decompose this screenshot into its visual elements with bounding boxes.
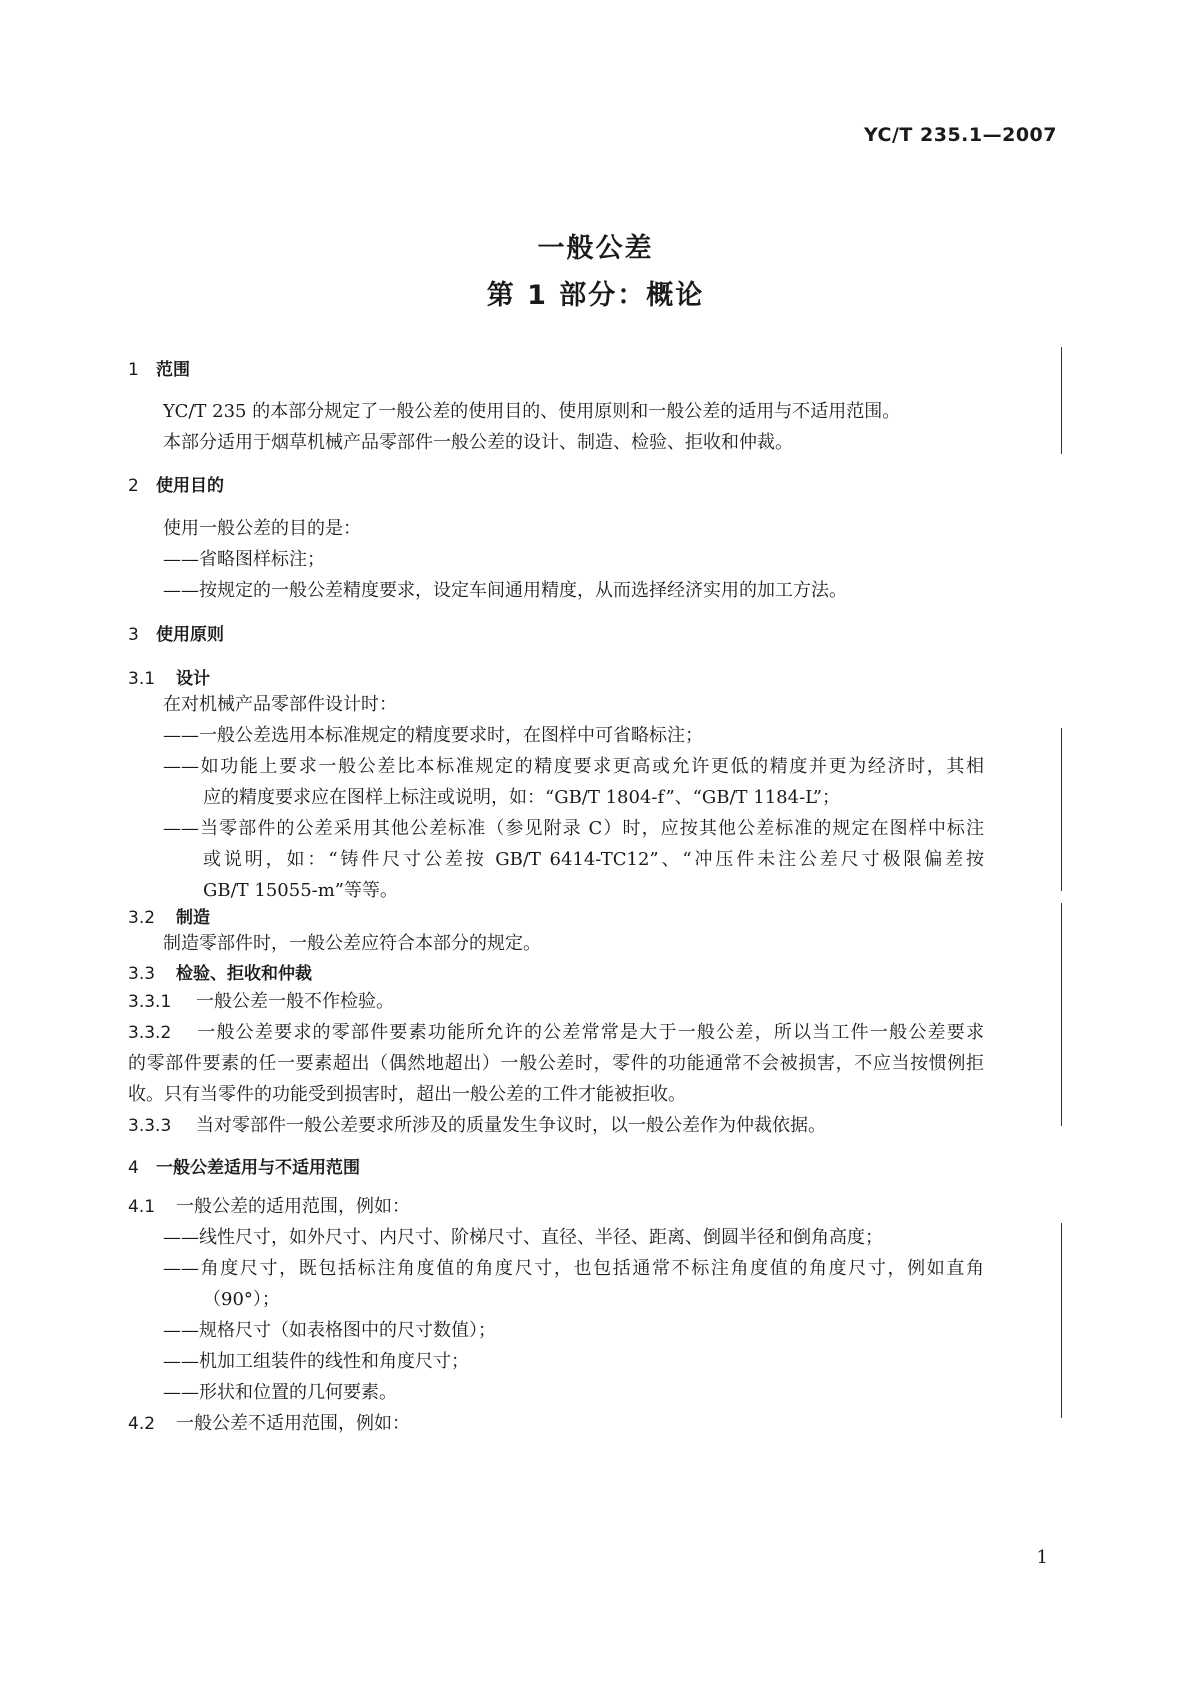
clause-text: 一般公差要求的零部件要素功能所允许的公差常常是大于一般公差，所以当工件一般公差要求	[196, 1022, 984, 1043]
clause-number: 3.3.3	[128, 1116, 172, 1136]
section-title: 一般公差适用与不适用范围	[156, 1158, 360, 1178]
section-4-heading	[128, 1153, 360, 1178]
list-item: ——一般公差选用本标准规定的精度要求时，在图样中可省略标注；	[163, 725, 703, 746]
list-item: ——当零部件的公差采用其他公差标准（参见附录 C）时，应按其他公差标准的规定在图样中标注	[163, 818, 984, 839]
clause-4-2	[128, 1409, 410, 1435]
subsection-3-2-heading	[128, 903, 210, 928]
section-number: 3.2	[128, 908, 156, 928]
section-title: 制造	[176, 908, 210, 928]
section-1-heading	[128, 355, 190, 380]
clause-text: 一般公差不适用范围，例如：	[176, 1413, 410, 1434]
list-item: ——形状和位置的几何要素。	[163, 1382, 397, 1403]
paragraph: 制造零部件时，一般公差应符合本部分的规定。	[163, 933, 541, 954]
section-title: 检验、拒收和仲裁	[176, 964, 312, 984]
clause-3-3-3	[128, 1111, 826, 1137]
revision-bar	[1061, 728, 1062, 891]
section-title: 使用原则	[156, 625, 224, 645]
clause-number: 3.3.2	[128, 1023, 172, 1043]
paragraph: 使用一般公差的目的是：	[163, 518, 361, 539]
list-item: ——机加工组装件的线性和角度尺寸；	[163, 1351, 469, 1372]
list-item: ——规格尺寸（如表格图中的尺寸数值）；	[163, 1320, 496, 1341]
document-title: 一般公差	[537, 233, 654, 264]
document-subtitle: 第 1 部分：概论	[486, 280, 705, 311]
clause-text: 一般公差一般不作检验。	[196, 991, 394, 1012]
clause-3-3-1	[128, 987, 394, 1013]
paragraph: YC/T 235 的本部分规定了一般公差的使用目的、使用原则和一般公差的适用与不适用范围。	[163, 401, 901, 422]
section-title: 使用目的	[156, 476, 224, 496]
clause-continuation: 的零部件要素的任一要素超出（偶然地超出）一般公差时，零件的功能通常不会被损害，不应当按惯例拒	[128, 1053, 984, 1074]
clause-number: 4.2	[128, 1414, 156, 1434]
section-number: 3.3	[128, 964, 156, 984]
list-item: ——角度尺寸，既包括标注角度值的角度尺寸，也包括通常不标注角度值的角度尺寸，例如直角	[163, 1258, 984, 1279]
clause-3-3-2	[128, 1018, 984, 1044]
clause-text: 当对零部件一般公差要求所涉及的质量发生争议时，以一般公差作为仲裁依据。	[196, 1115, 826, 1136]
section-3-heading	[128, 620, 224, 645]
list-item: ——如功能上要求一般公差比本标准规定的精度要求更高或允许更低的精度并更为经济时，其相	[163, 756, 984, 777]
list-item-continuation: （90°）；	[203, 1289, 280, 1310]
list-item-continuation: 应的精度要求应在图样上标注或说明，如：“GB/T 1804-f”、“GB/T 1184-L”；	[203, 787, 841, 808]
section-number: 3.1	[128, 669, 156, 689]
list-item: ——省略图样标注；	[163, 549, 325, 570]
clause-continuation: 收。只有当零件的功能受到损害时，超出一般公差的工件才能被拒收。	[128, 1084, 686, 1105]
section-title: 范围	[156, 360, 190, 380]
list-item-continuation: 或说明，如：“铸件尺寸公差按 GB/T 6414-TC12”、“冲压件未注公差尺寸极限偏差按	[203, 849, 984, 870]
subsection-3-1-heading	[128, 664, 210, 689]
list-item: ——按规定的一般公差精度要求，设定车间通用精度，从而选择经济实用的加工方法。	[163, 580, 847, 601]
list-item-continuation: GB/T 15055-m”等等。	[203, 880, 399, 901]
section-2-heading	[128, 471, 224, 496]
clause-4-1	[128, 1192, 410, 1218]
paragraph: 本部分适用于烟草机械产品零部件一般公差的设计、制造、检验、拒收和仲裁。	[163, 432, 793, 453]
page-number: 1	[1036, 1547, 1048, 1568]
section-number: 3	[128, 625, 139, 645]
section-title: 设计	[176, 669, 210, 689]
list-item: ——线性尺寸，如外尺寸、内尺寸、阶梯尺寸、直径、半径、距离、倒圆半径和倒角高度；	[163, 1227, 883, 1248]
clause-text: 一般公差的适用范围，例如：	[176, 1196, 410, 1217]
revision-bar	[1061, 347, 1062, 454]
revision-bar	[1061, 1223, 1062, 1418]
paragraph: 在对机械产品零部件设计时：	[163, 694, 397, 715]
clause-number: 4.1	[128, 1197, 156, 1217]
section-number: 2	[128, 476, 139, 496]
section-number: 4	[128, 1158, 139, 1178]
standard-code: YC/T 235.1—2007	[863, 124, 1057, 146]
revision-bar	[1061, 903, 1062, 1126]
clause-number: 3.3.1	[128, 992, 172, 1012]
subsection-3-3-heading	[128, 959, 312, 984]
section-number: 1	[128, 360, 139, 380]
